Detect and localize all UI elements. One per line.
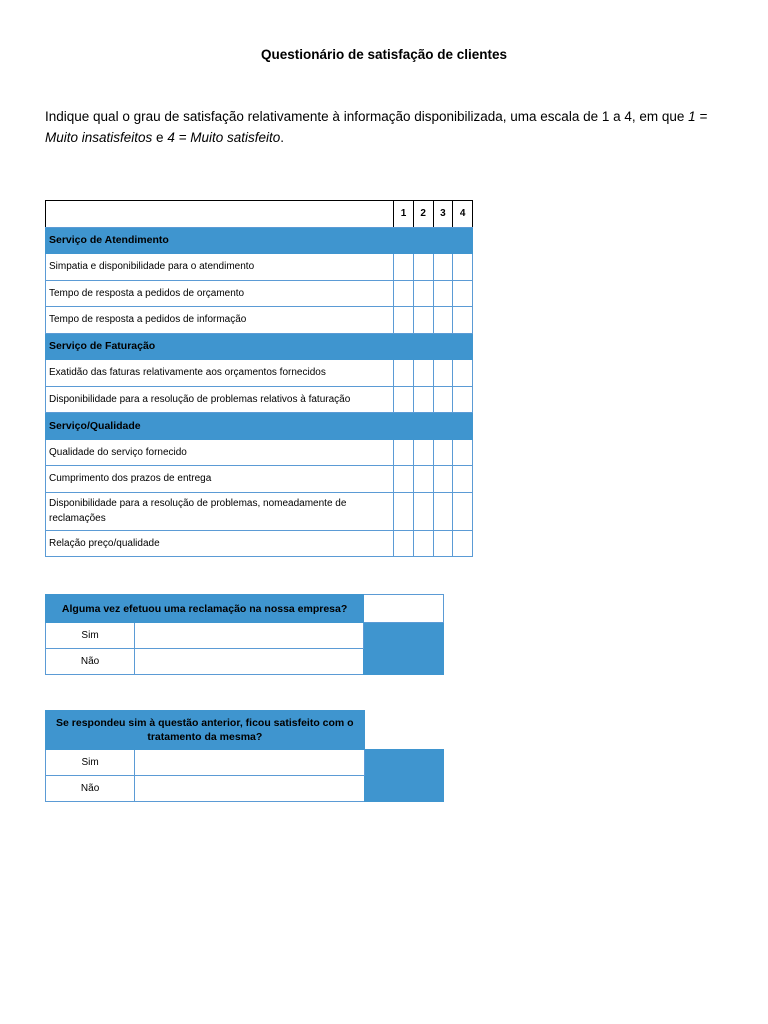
- instructions-end: .: [280, 130, 285, 145]
- instructions-joiner: e: [152, 130, 168, 145]
- table-row: [46, 750, 444, 776]
- rating-cell-1[interactable]: [394, 360, 414, 387]
- question-label: Cumprimento dos prazos de entrega: [46, 466, 394, 493]
- followup-question-table: [45, 710, 444, 802]
- rating-cell-2[interactable]: [413, 466, 433, 493]
- rating-cell-3[interactable]: [433, 466, 453, 493]
- table-row: [46, 439, 473, 466]
- section-heading: Serviço de Atendimento: [46, 227, 473, 254]
- section-header-row: [46, 413, 473, 440]
- scale-high-label: 4 = Muito satisfeito: [167, 130, 281, 145]
- question-header-row: [46, 595, 444, 623]
- rating-cell-3[interactable]: [433, 439, 453, 466]
- answer-blank-cell: [364, 711, 443, 750]
- rating-cell-1[interactable]: [394, 280, 414, 307]
- question-label: Disponibilidade para a resolução de problemas, nomeadamente de reclamações: [46, 492, 394, 530]
- rating-cell-4[interactable]: [453, 307, 473, 334]
- rating-cell-3[interactable]: [433, 530, 453, 557]
- rating-cell-1[interactable]: [394, 530, 414, 557]
- scale-low-label: 1 = Muito insatisfeitos: [45, 109, 708, 145]
- option-label: Sim: [46, 623, 135, 649]
- question-label: Simpatia e disponibilidade para o atendimento: [46, 254, 394, 281]
- section-heading: Serviço/Qualidade: [46, 413, 473, 440]
- option-label: Sim: [46, 750, 135, 776]
- rating-cell-3[interactable]: [433, 360, 453, 387]
- rating-cell-2[interactable]: [413, 439, 433, 466]
- table-row: [46, 492, 473, 530]
- column-header-3: 3: [433, 201, 453, 228]
- rating-cell-4[interactable]: [453, 254, 473, 281]
- rating-cell-3[interactable]: [433, 386, 453, 413]
- answer-cell-yes[interactable]: [135, 623, 364, 649]
- question-label: Relação preço/qualidade: [46, 530, 394, 557]
- complaint-question-table: [45, 594, 444, 675]
- question-header-row: [46, 711, 444, 750]
- section-header-row: [46, 333, 473, 360]
- shaded-cell: [364, 623, 444, 675]
- table-row: [46, 280, 473, 307]
- page-title: Questionário de satisfação de clientes: [260, 47, 508, 62]
- column-header-1: 1: [394, 201, 414, 228]
- table-row: [46, 360, 473, 387]
- rating-cell-2[interactable]: [413, 530, 433, 557]
- rating-cell-1[interactable]: [394, 466, 414, 493]
- rating-cell-1[interactable]: [394, 254, 414, 281]
- instructions: [45, 106, 735, 148]
- rating-cell-3[interactable]: [433, 280, 453, 307]
- table-row: [46, 623, 444, 649]
- rating-cell-2[interactable]: [413, 280, 433, 307]
- question-label: Tempo de resposta a pedidos de informação: [46, 307, 394, 334]
- table-row: [46, 386, 473, 413]
- table-row: [46, 307, 473, 334]
- rating-cell-4[interactable]: [453, 530, 473, 557]
- rating-cell-2[interactable]: [413, 492, 433, 530]
- rating-cell-4[interactable]: [453, 492, 473, 530]
- answer-blank-cell: [364, 595, 444, 623]
- shaded-cell: [364, 750, 443, 802]
- rating-cell-1[interactable]: [394, 492, 414, 530]
- rating-header-row: [46, 201, 473, 228]
- rating-cell-3[interactable]: [433, 254, 453, 281]
- rating-cell-4[interactable]: [453, 386, 473, 413]
- rating-cell-4[interactable]: [453, 360, 473, 387]
- answer-cell-no[interactable]: [135, 776, 364, 802]
- option-label: Não: [46, 649, 135, 675]
- rating-cell-3[interactable]: [433, 492, 453, 530]
- answer-cell-yes[interactable]: [135, 750, 364, 776]
- question-label: Tempo de resposta a pedidos de orçamento: [46, 280, 394, 307]
- rating-cell-2[interactable]: [413, 307, 433, 334]
- rating-cell-1[interactable]: [394, 439, 414, 466]
- table-row: [46, 254, 473, 281]
- column-header-4: 4: [453, 201, 473, 228]
- rating-header-blank: [46, 201, 394, 228]
- question-label: Disponibilidade para a resolução de problemas relativos à faturação: [46, 386, 394, 413]
- rating-cell-2[interactable]: [413, 254, 433, 281]
- option-label: Não: [46, 776, 135, 802]
- question-heading: Alguma vez efetuou uma reclamação na nossa empresa?: [46, 595, 364, 623]
- rating-cell-4[interactable]: [453, 466, 473, 493]
- column-header-2: 2: [413, 201, 433, 228]
- answer-cell-no[interactable]: [135, 649, 364, 675]
- rating-cell-1[interactable]: [394, 307, 414, 334]
- section-heading: Serviço de Faturação: [46, 333, 473, 360]
- rating-cell-1[interactable]: [394, 386, 414, 413]
- rating-cell-4[interactable]: [453, 280, 473, 307]
- rating-cell-3[interactable]: [433, 307, 453, 334]
- question-label: Exatidão das faturas relativamente aos orçamentos fornecidos: [46, 360, 394, 387]
- instructions-text: Indique qual o grau de satisfação relativamente à informação disponibilizada, uma escala de 1 a 4, em que: [45, 109, 689, 124]
- table-row: [46, 466, 473, 493]
- rating-table: [45, 200, 473, 557]
- rating-cell-4[interactable]: [453, 439, 473, 466]
- rating-cell-2[interactable]: [413, 386, 433, 413]
- question-heading: Se respondeu sim à questão anterior, ficou satisfeito com o tratamento da mesma?: [46, 711, 365, 750]
- rating-cell-2[interactable]: [413, 360, 433, 387]
- table-row: [46, 530, 473, 557]
- question-label: Qualidade do serviço fornecido: [46, 439, 394, 466]
- section-header-row: [46, 227, 473, 254]
